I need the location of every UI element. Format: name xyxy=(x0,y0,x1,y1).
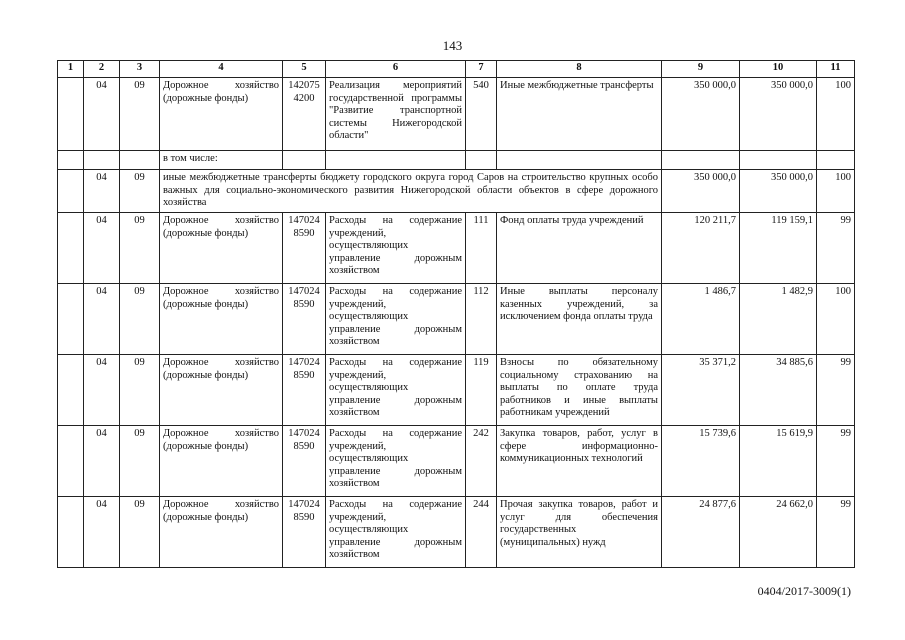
table-row xyxy=(58,355,855,426)
cell-percent: 100 xyxy=(817,170,855,213)
cell-empty xyxy=(84,151,120,170)
table-row xyxy=(58,78,855,151)
cell-transfer-description: иные межбюджетные трансферты бюджету городского округа город Саров на строительство крупных особо важных для социально-экономического развития Нижегородской области объектов в сфере дорожного хозяйства xyxy=(160,170,662,213)
cell-percent: 99 xyxy=(817,426,855,497)
table-row xyxy=(58,497,855,568)
cell-subsection: 09 xyxy=(120,170,160,213)
cell-subtitle: в том числе: xyxy=(160,151,283,170)
col-header: 9 xyxy=(662,61,740,78)
cell-subsection: 09 xyxy=(120,426,160,497)
cell-empty xyxy=(58,426,84,497)
cell-actual: 34 885,6 xyxy=(740,355,817,426)
cell-type-name: Закупка товаров, работ, услуг в сфере информационно-коммуникационных технологий xyxy=(497,426,662,497)
col-header: 4 xyxy=(160,61,283,78)
document-code: 0404/2017-3009(1) xyxy=(757,584,851,598)
cell-planned: 1 486,7 xyxy=(662,284,740,355)
cell-percent: 99 xyxy=(817,497,855,568)
cell-expense-name: Реализация мероприятий государственной программы "Развитие транспортной системы Нижегородской области" xyxy=(326,78,466,151)
cell-actual: 15 619,9 xyxy=(740,426,817,497)
cell-actual: 24 662,0 xyxy=(740,497,817,568)
cell-planned: 15 739,6 xyxy=(662,426,740,497)
cell-empty xyxy=(817,151,855,170)
cell-target-code: 147024 8590 xyxy=(283,497,326,568)
cell-type-code: 540 xyxy=(466,78,497,151)
cell-empty xyxy=(497,151,662,170)
col-header: 10 xyxy=(740,61,817,78)
cell-percent: 99 xyxy=(817,355,855,426)
cell-percent: 100 xyxy=(817,78,855,151)
cell-empty xyxy=(662,151,740,170)
cell-empty xyxy=(58,170,84,213)
col-header: 3 xyxy=(120,61,160,78)
cell-section: 04 xyxy=(84,170,120,213)
cell-planned: 350 000,0 xyxy=(662,170,740,213)
cell-type-name: Прочая закупка товаров, работ и услуг для обеспечения государственных (муниципальных) нужд xyxy=(497,497,662,568)
cell-target-code: 147024 8590 xyxy=(283,213,326,284)
cell-empty xyxy=(120,151,160,170)
cell-planned: 120 211,7 xyxy=(662,213,740,284)
cell-subsection: 09 xyxy=(120,497,160,568)
header-row xyxy=(58,61,855,78)
cell-type-code: 112 xyxy=(466,284,497,355)
cell-actual: 350 000,0 xyxy=(740,170,817,213)
cell-name: Дорожное хозяйство (дорожные фонды) xyxy=(160,426,283,497)
cell-empty xyxy=(58,497,84,568)
col-header: 6 xyxy=(326,61,466,78)
cell-empty xyxy=(740,151,817,170)
cell-empty xyxy=(58,213,84,284)
table-row xyxy=(58,426,855,497)
cell-empty xyxy=(58,78,84,151)
cell-empty xyxy=(326,151,466,170)
cell-type-name: Фонд оплаты труда учреждений xyxy=(497,213,662,284)
cell-percent: 100 xyxy=(817,284,855,355)
cell-actual: 350 000,0 xyxy=(740,78,817,151)
cell-name: Дорожное хозяйство (дорожные фонды) xyxy=(160,497,283,568)
cell-section: 04 xyxy=(84,213,120,284)
cell-empty xyxy=(466,151,497,170)
cell-subsection: 09 xyxy=(120,78,160,151)
cell-planned: 35 371,2 xyxy=(662,355,740,426)
cell-expense-name: Расходы на содержание учреждений, осуществляющих управление дорожным хозяйством xyxy=(326,497,466,568)
cell-section: 04 xyxy=(84,497,120,568)
cell-section: 04 xyxy=(84,355,120,426)
col-header: 5 xyxy=(283,61,326,78)
cell-target-code: 147024 8590 xyxy=(283,284,326,355)
cell-empty xyxy=(58,355,84,426)
cell-planned: 350 000,0 xyxy=(662,78,740,151)
col-header: 7 xyxy=(466,61,497,78)
cell-expense-name: Расходы на содержание учреждений, осуществляющих управление дорожным хозяйством xyxy=(326,284,466,355)
cell-empty xyxy=(283,151,326,170)
cell-planned: 24 877,6 xyxy=(662,497,740,568)
cell-actual: 119 159,1 xyxy=(740,213,817,284)
cell-subsection: 09 xyxy=(120,284,160,355)
cell-percent: 99 xyxy=(817,213,855,284)
cell-type-name: Иные выплаты персоналу казенных учреждений, за исключением фонда оплаты труда xyxy=(497,284,662,355)
cell-name: Дорожное хозяйство (дорожные фонды) xyxy=(160,213,283,284)
cell-empty xyxy=(58,151,84,170)
cell-expense-name: Расходы на содержание учреждений, осуществляющих управление дорожным хозяйством xyxy=(326,355,466,426)
budget-table xyxy=(57,60,855,568)
cell-target-code: 147024 8590 xyxy=(283,355,326,426)
cell-type-code: 242 xyxy=(466,426,497,497)
cell-target-code: 142075 4200 xyxy=(283,78,326,151)
table-row xyxy=(58,151,855,170)
table-row xyxy=(58,170,855,213)
cell-subsection: 09 xyxy=(120,355,160,426)
cell-type-code: 111 xyxy=(466,213,497,284)
table-row xyxy=(58,213,855,284)
table-row xyxy=(58,284,855,355)
cell-type-code: 119 xyxy=(466,355,497,426)
cell-type-code: 244 xyxy=(466,497,497,568)
cell-expense-name: Расходы на содержание учреждений, осуществляющих управление дорожным хозяйством xyxy=(326,426,466,497)
cell-target-code: 147024 8590 xyxy=(283,426,326,497)
col-header: 1 xyxy=(58,61,84,78)
cell-type-name: Взносы по обязательному социальному страхованию на выплаты по оплате труда работников и иные выплаты работникам учреждений xyxy=(497,355,662,426)
col-header: 11 xyxy=(817,61,855,78)
page-number: 143 xyxy=(442,38,463,53)
cell-subsection: 09 xyxy=(120,213,160,284)
cell-type-name: Иные межбюджетные трансферты xyxy=(497,78,662,151)
cell-name: Дорожное хозяйство (дорожные фонды) xyxy=(160,284,283,355)
col-header: 8 xyxy=(497,61,662,78)
col-header: 2 xyxy=(84,61,120,78)
cell-expense-name: Расходы на содержание учреждений, осуществляющих управление дорожным хозяйством xyxy=(326,213,466,284)
cell-section: 04 xyxy=(84,284,120,355)
cell-name: Дорожное хозяйство (дорожные фонды) xyxy=(160,355,283,426)
cell-name: Дорожное хозяйство (дорожные фонды) xyxy=(160,78,283,151)
cell-actual: 1 482,9 xyxy=(740,284,817,355)
cell-empty xyxy=(58,284,84,355)
cell-section: 04 xyxy=(84,426,120,497)
cell-section: 04 xyxy=(84,78,120,151)
